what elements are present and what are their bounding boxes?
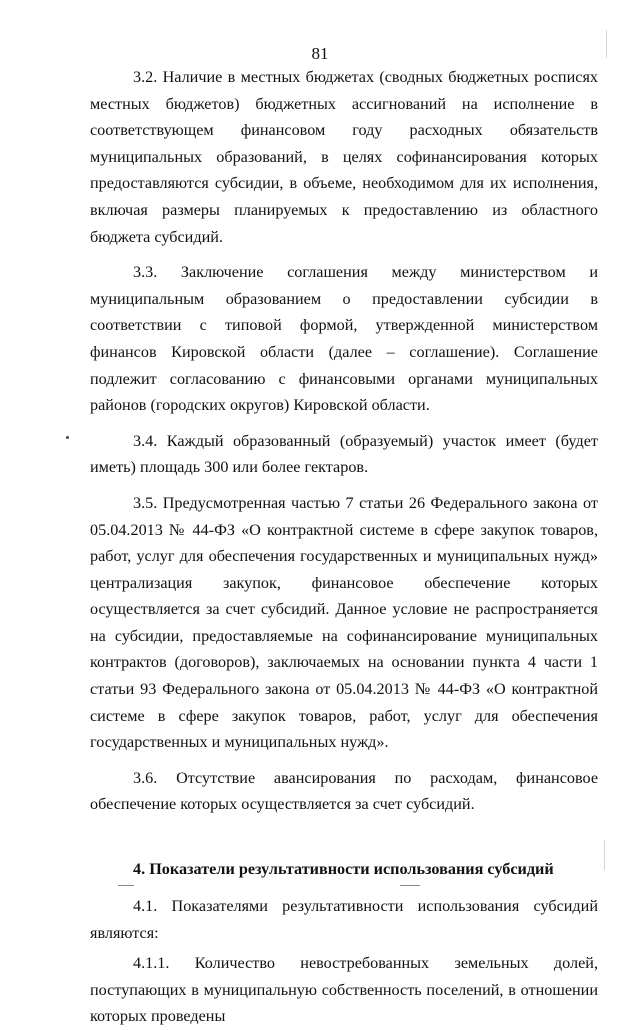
scan-edge-bottom	[604, 840, 605, 870]
scan-mark-left	[118, 885, 134, 886]
paragraph-3-2: 3.2. Наличие в местных бюджетах (сводных бюджетных росписях местных бюджетов) бюджетных ассигнований на исполнение в соответствующем финансовом году расходных обязательств муниципальных образований, в целях софинансирования которых предоставляются субсидии, в объеме, необходимом для их исполнения, включая размеры планируемых к предоставлению из областного бюджета субсидий.	[90, 68, 598, 246]
paragraph-3-6: 3.6. Отсутствие авансирования по расходам, финансовое обеспечение которых осуществляется за счет субсидий.	[90, 768, 598, 814]
page-number: 81	[311, 44, 329, 63]
paragraph-4-1-1: 4.1.1. Количество невостребованных земельных долей, поступающих в муниципальную собственность поселений, в отношении которых проведены	[90, 954, 598, 1026]
paragraph-3-4: 3.4. Каждый образованный (образуемый) участок имеет (будет иметь) площадь 300 или более гектаров.	[90, 431, 598, 477]
section-4-heading: 4. Показатели результативности использования субсидий	[133, 860, 554, 879]
paragraph-3-5: 3.5. Предусмотренная частью 7 статьи 26 Федерального закона от 05.04.2013 № 44-ФЗ «О контрактной системе в сфере закупок товаров, работ, услуг для обеспечения государственных и муниципальных нужд» централизация закупок, финансовое обеспечение которых осуществляется за счет субсидий. Данное условие не распространяется на субсидии, предоставляемые на софинансирование муниципальных контрактов (договоров), заключаемых на основании пункта 4 части 1 статьи 93 Федерального закона от 05.04.2013 № 44-ФЗ «О контрактной системе в сфере закупок товаров, работ, услуг для обеспечения государственных и муниципальных нужд».	[90, 493, 598, 752]
paragraph-3-3: 3.3. Заключение соглашения между министерством и муниципальным образованием о предоставлении субсидии в соответствии с типовой формой, утвержденной министерством финансов Кировской области (далее – соглашение). Соглашение подлежит согласованию с финансовыми органами муниципальных районов (городских округов) Кировской области.	[90, 263, 598, 415]
paragraph-4-1: 4.1. Показателями результативности использования субсидий являются:	[90, 897, 598, 942]
scan-edge-top	[606, 30, 607, 58]
margin-dot-mark	[66, 436, 69, 439]
document-body	[90, 64, 598, 1030]
scan-mark-right	[400, 885, 420, 886]
